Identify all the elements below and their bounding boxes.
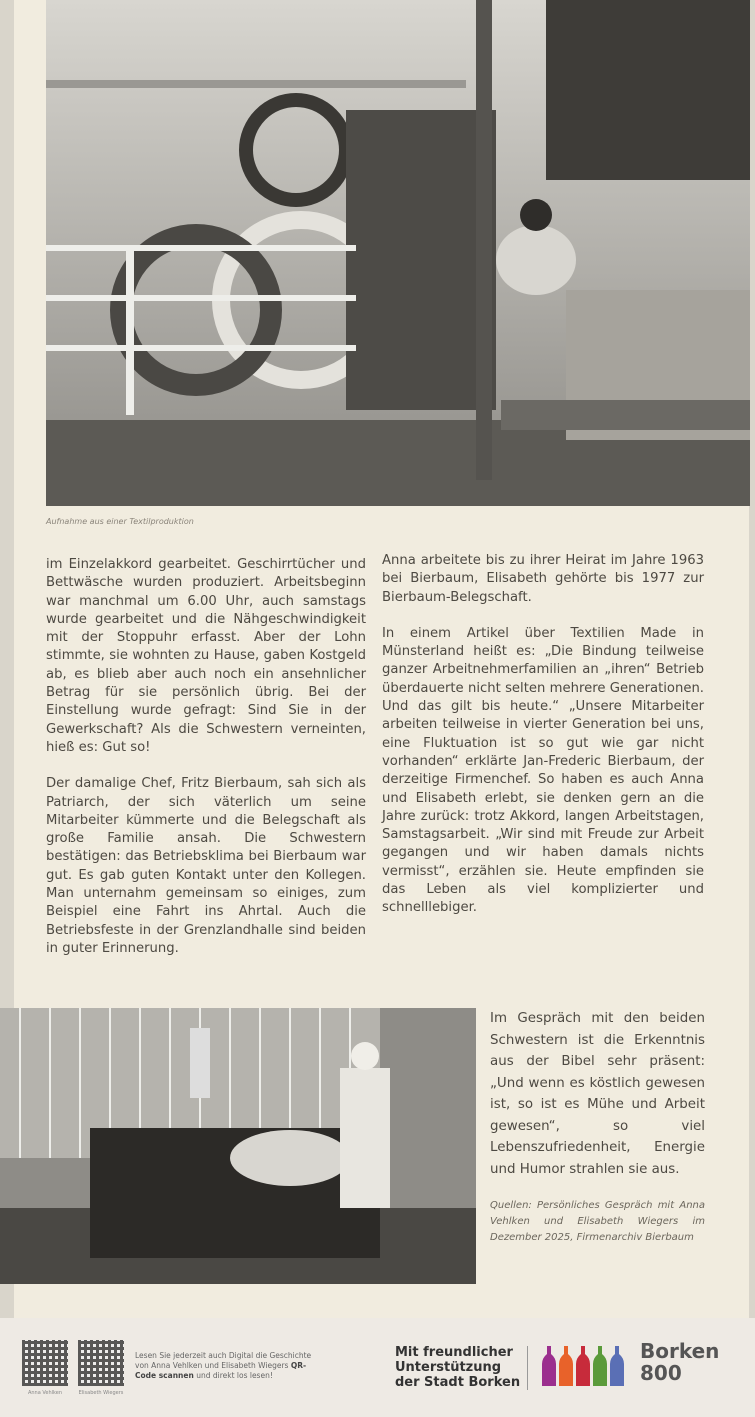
right-paragraph-1: Anna arbeitete bis zu ihrer Heirat im Jahre 1963 bei Bierbaum, Elisabeth gehörte bis 1977 zur Bierbaum-Belegschaft.: [382, 553, 704, 605]
sources-note: Quellen: Persönliches Gespräch mit Anna Vehlken und Elisabeth Wiegers im Dezember 2025, Firmenarchiv Bierbaum: [490, 1200, 705, 1243]
footer-bar: [0, 1318, 755, 1417]
bottle-icon: [610, 1346, 624, 1386]
quote-text: Im Gespräch mit den beiden Schwestern ist die Erkenntnis aus der Bibel sehr präsent: „Und wenn es köstlich gewesen ist, so ist es Mühe und Arbeit gewesen“, so viel Lebenszufriedenheit, Energie und Humor strahlen sie aus.: [490, 1011, 705, 1177]
qr-code-elisabeth[interactable]: [78, 1340, 124, 1386]
top-photo: [46, 0, 750, 506]
bottle-icon: [593, 1346, 607, 1386]
qr-label-elisabeth: Elisabeth Wiegers: [78, 1390, 124, 1396]
left-paragraph-2: Der damalige Chef, Fritz Bierbaum, sah sich als Patriarch, der sich väterlich um seine Mitarbeiter kümmerte und die Belegschaft als große Familie ansah. Die Schwestern bestätigen: das Betriebsklima bei Bierbaum war gut. Es gab guten Kontakt unter den Kollegen. Man unternahm gemeinsam so einiges, zum Beispiel eine Fahrt ins Ahrtal. Auch die Betriebsfeste in der Grenzlandhalle sind beiden in guter Erinnerung.: [46, 776, 366, 956]
left-text-column: [46, 556, 366, 958]
right-paragraph-2: In einem Artikel über Textilien Made in Münsterland heißt es: „Die Bindung teilweise ganzer Arbeitnehmerfamilien an „ihren“ Betrieb überdauerte nicht selten mehrere Generationen. Und das gilt bis heute.“ „Unsere Mitarbeiter arbeiten teilweise in vierter Generation bei uns, eine Fluktuation ist so gut wie gar nicht vorhanden“ erklärte Jan-Frederic Bierbaum, der derzeitige Firmenchef. So haben es auch Anna und Elisabeth erlebt, sie denken gern an die Jahre zurück: trotz Akkord, langen Arbeitstagen, Samstagsarbeit. „Wir sind mit Freude zur Arbeit gegangen und wir haben damals nichts vermisst“, erzählen sie. Heute empfinden sie das Leben als viel komplizierter und schnelllebiger.: [382, 625, 704, 916]
photo-caption: Aufnahme aus einer Textilproduktion: [46, 517, 194, 526]
factory-machine-illustration: [46, 0, 750, 506]
bottle-icon: [542, 1346, 556, 1386]
footer-divider: [527, 1346, 528, 1390]
bottom-photo: [0, 1008, 476, 1284]
borken-bottles-logo-icon: [540, 1344, 630, 1388]
bottle-icon: [576, 1346, 590, 1386]
logo-line-1: Borken: [640, 1339, 720, 1363]
borken-800-logo: [640, 1340, 719, 1384]
logo-line-2: 800: [640, 1361, 682, 1385]
qr-instructions: [135, 1351, 315, 1381]
spinning-machine-illustration: [0, 1008, 476, 1284]
left-paragraph-1: im Einzelakkord gearbeitet. Geschirrtücher und Bettwäsche wurden produziert. Arbeitsbeginn war manchmal um 6.00 Uhr, auch samstags wurde gearbeitet und die Nähgeschwindigkeit mit der Stoppuhr erfasst. Aber der Lohn stimmte, sie wohnten zu Hause, gaben Kostgeld ab, es blieb aber auch noch ein ansehnlicher Betrag für sie persönlich übrig. Bei der Einstellung wurde gefragt: Sind Sie in der Gewerkschaft? Als die Schwestern verneinten, hieß es: Gut so!: [46, 557, 366, 755]
support-credit: Mit freundlicher Unterstützung der Stadt Borken: [395, 1345, 521, 1390]
right-text-column: [382, 552, 704, 918]
bottle-icon: [559, 1346, 573, 1386]
qr-instructions-bold: QR-Code scannen: [135, 1361, 307, 1380]
qr-code-anna[interactable]: [22, 1340, 68, 1386]
qr-label-anna: Anna Vehlken: [27, 1390, 63, 1396]
qr-instructions-intro: Lesen Sie jederzeit auch Digital die Geschichte von Anna Vehlken und Elisabeth Wiegers: [135, 1351, 312, 1370]
qr-instructions-end: und direkt los lesen!: [196, 1371, 273, 1380]
